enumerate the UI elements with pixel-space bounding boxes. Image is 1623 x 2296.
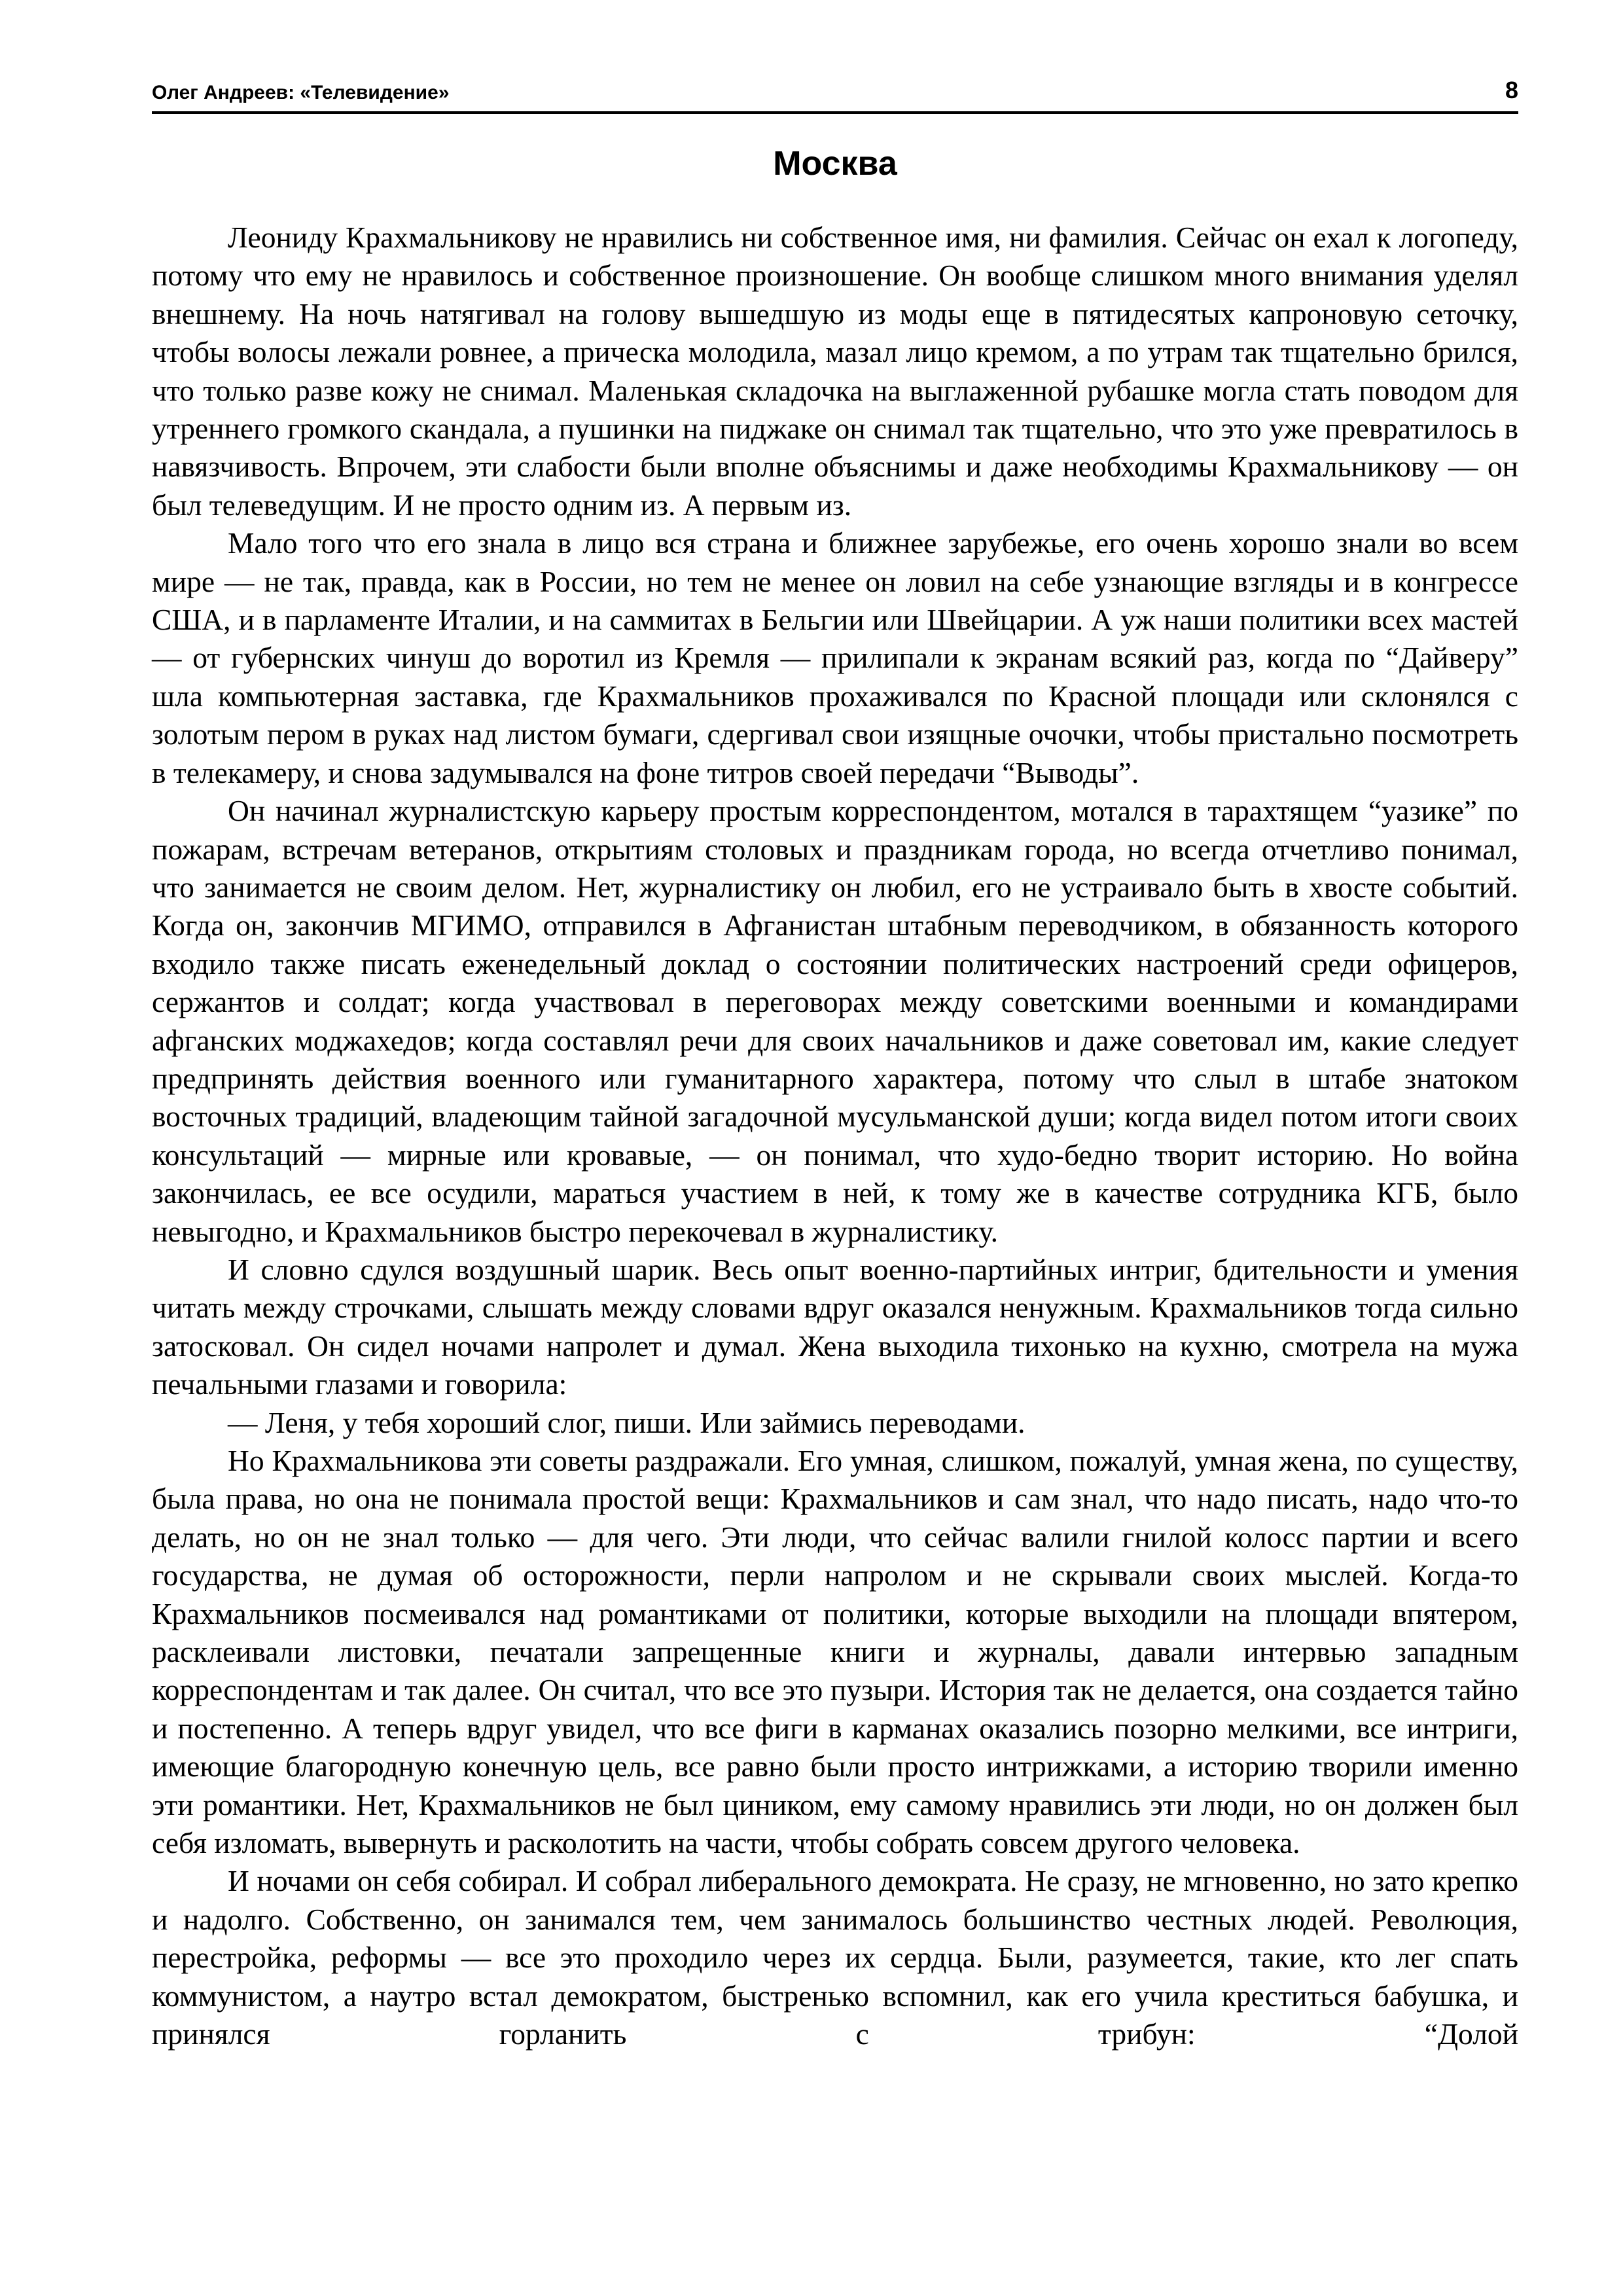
paragraph: — Леня, у тебя хороший слог, пиши. Или займись переводами. [228,1405,1026,1439]
paragraph: Но Крахмальникова эти советы раздражали. Его умная, слишком, пожалуй, умная жена, по существу, была права, но она не понимала простой вещи: Крахмальников и сам знал, что надо писать, надо что-то делать, но он не знал только — для чего. Эти люди, что сейчас валили гнилой колосс партии и всего государства, не думая об осторожности, перли напролом и не скрывали своих мыслей. Когда-то Крахмальников посмеивался над романтиками от политики, которые выходили на площади впятером, расклеивали листовки, печатали запрещенные книги и журналы, давали интервью западным корреспондентам и так далее. Он считал, что все это пузыри. История так не делается, она создается тайно и постепенно. А теперь вдруг увидел, что все фиги в карманах оказались позорно мелкими, все интриги, имеющие благородную конечную цель, все равно были просто интрижками, а историю творили именно эти романтики. Нет, Крахмальников не был циником, ему самому нравились эти люди, но он должен был себя изломать, вывернуть и расколотить на части, чтобы собрать совсем другого человека. [152,1444,1518,1860]
running-header [152,72,1518,114]
paragraph: Мало того что его знала в лицо вся страна и ближнее зарубежье, его очень хорошо знали во всем мире — не так, правда, как в России, но тем не менее он ловил на себе узнающие взгляды и в конгрессе США, и в парламенте Италии, и на саммитах в Бельгии или Швейцарии. А уж наши политики всех мастей — от губернских чинуш до воротил из Кремля — прилипали к экранам всякий раз, когда по “Дайверу” шла компьютерная заставка, где Крахмальников прохаживался по Красной площади или склонялся с золотым пером в руках над листом бумаги, сдергивал свои изящные очочки, чтобы пристально посмотреть в телекамеру, и снова задумывался на фоне титров своей передачи “Выводы”. [152,526,1518,789]
body-text [152,219,1518,2054]
paragraph: Он начинал журналистскую карьеру простым корреспондентом, мотался в тарахтящем “уазике” по пожарам, встречам ветеранов, открытиям столовых и праздникам города, но всегда отчетливо понимал, что занимается не своим делом. Нет, журналистику он любил, его не устраивало быть в хвосте событий. Когда он, закончив МГИМО, отправился в Афганистан штабным переводчиком, в обязанность которого входило также писать еженедельный доклад о состоянии политических настроений среди офицеров, сержантов и солдат; когда участвовал в переговорах между советскими военными и командирами афганских моджахедов; когда составлял речи для своих начальников и даже советовал им, какие следует предпринять действия военного или гуманитарного характера, потому что слыл в штабе знатоком восточных традиций, владеющим тайной загадочной мусульманской души; когда видел потом итоги своих консультаций — мирные или кровавые, — он понимал, что худо-бедно творит историю. Но война закончилась, ее все осудили, мараться участием в ней, к тому же в качестве сотрудника КГБ, было невыгодно, и Крахмальников быстро перекочевал в журналистику. [152,794,1518,1248]
book-title: Олег Андреев: «Телевидение» [152,82,450,103]
paragraph: И словно сдулся воздушный шарик. Весь опыт военно-партийных интриг, бдительности и умения читать между строчками, слышать между словами вдруг оказался ненужным. Крахмальников тогда сильно затосковал. Он сидел ночами напролет и думал. Жена выходила тихонько на кухню, смотрела на мужа печальными глазами и говорила: [152,1252,1518,1401]
chapter-title: Москва [773,145,897,183]
page-number: 8 [1505,77,1518,103]
paragraph: Леониду Крахмальникову не нравились ни собственное имя, ни фамилия. Сейчас он ехал к логопеду, потому что ему не нравилось и собственное произношение. Он вообще слишком много внимания уделял внешнему. На ночь натягивал на голову вышедшую из моды еще в пятидесятых капроновую сеточку, чтобы волосы лежали ровнее, а прическа молодила, мазал лицо кремом, а по утрам так тщательно брился, что только разве кожу не снимал. Маленькая складочка на выглаженной рубашке могла стать поводом для утреннего громкого скандала, а пушинки на пиджаке он снимал так тщательно, что это уже превратилось в навязчивость. Впрочем, эти слабости были вполне объяснимы и даже необходимы Крахмальникову — он был телеведущим. И не просто одним из. А первым из. [152,221,1518,522]
paragraph: И ночами он себя собирал. И собрал либерального демократа. Не сразу, не мгновенно, но зато крепко и надолго. Собственно, он занимался тем, чем занималось большинство честных людей. Революция, перестройка, реформы — все это проходило через их сердца. Были, разумеется, такие, кто лег спать коммунистом, а наутро встал демократом, быстренько вспомнил, как его учила креститься бабушка, и принялся горланить с трибун: “Долой [152,1864,1518,2051]
